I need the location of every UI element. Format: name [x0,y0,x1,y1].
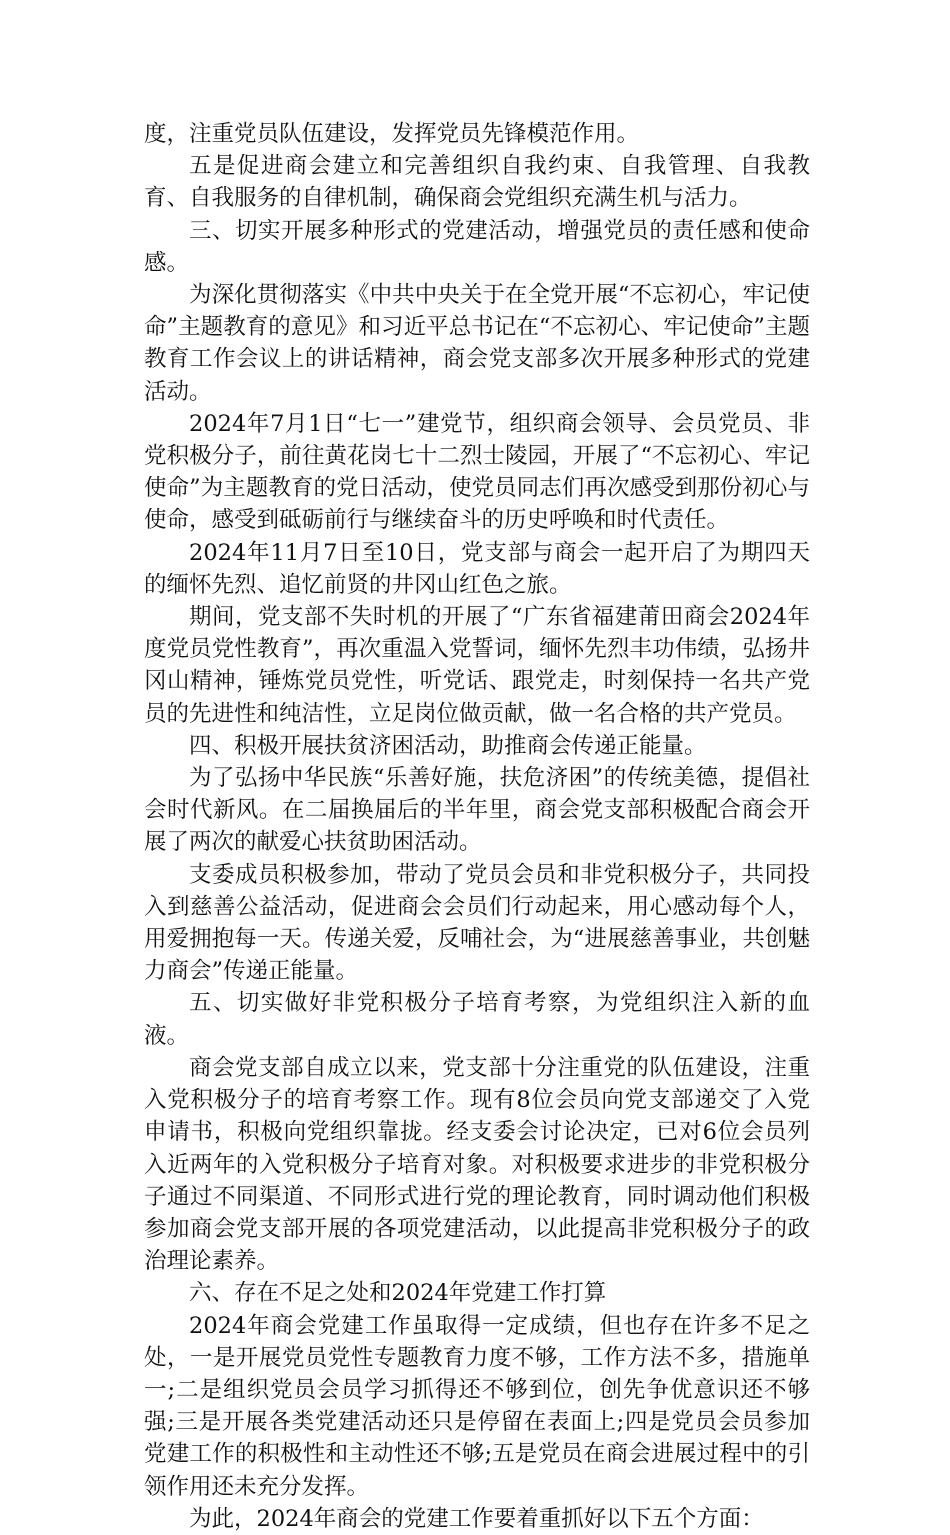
section-heading-6: 六、存在不足之处和2024年党建工作打算 [189,1280,607,1307]
paragraph-9: 为了弘扬中华民族“乐善好施，扶危济困”的传统美德，提倡社会时代新风。在二届换届后的半年里，商会党支部积极配合商会开展了两次的献爱心扶贫助困活动。 [144,765,810,856]
document-page [144,118,810,1535]
section-heading-3: 三、切实开展多种形式的党建活动，增强党员的责任感和使命感。 [144,217,810,276]
paragraph-1: 度，注重党员队伍建设，发挥党员先锋模范作用。 [144,121,640,147]
section-heading-5: 五、切实做好非党积极分子培育考察，为党组织注入新的血液。 [144,990,810,1049]
paragraph-4: 为深化贯彻落实《中共中央关于在全党开展“不忘初心，牢记使命”主题教育的意见》和习近平总书记在“不忘初心、牢记使命”主题教育工作会议上的讲话精神，商会党支部多次开展多种形式的党建活动。 [144,282,810,405]
paragraph-12: 商会党支部自成立以来，党支部十分注重党的队伍建设，注重入党积极分子的培育考察工作。现有8位会员向党支部递交了入党申请书，积极向党组织靠拢。经支委会讨论决定，已对6位会员列入近两年的入党积极分子培育对象。对积极要求进步的非党积极分子通过不同渠道、不同形式进行党的理论教育，同时调动他们积极参加商会党支部开展的各项党建活动，以此提高非党积极分子的政治理论素养。 [144,1054,810,1275]
paragraph-10: 支委成员积极参加，带动了党员会员和非党积极分子，共同投入到慈善公益活动，促进商会会员们行动起来，用心感动每个人，用爱拥抱每一天。传递关爱，反哺社会，为“进展慈善事业，共创魅力商会”传递正能量。 [144,861,810,985]
paragraph-2: 五是促进商会建立和完善组织自我约束、自我管理、自我教育、自我服务的自律机制，确保商会党组织充满生机与活力。 [144,153,810,212]
paragraph-5: 2024年7月1日“七一”建党节，组织商会领导、会员党员、非党积极分子，前往黄花岗七十二烈士陵园，开展了“不忘初心、牢记使命”为主题教育的党日活动，使党员同志们再次感受到那份初心与使命，感受到砥砺前行与继续奋斗的历史呼唤和时代责任。 [144,410,810,534]
paragraph-15: 为此，2024年商会的党建工作要着重抓好以下五个方面： [189,1505,764,1532]
paragraph-14: 2024年商会党建工作虽取得一定成绩，但也存在许多不足之处，一是开展党员党性专题教育力度不够，工作方法不多，措施单一;二是组织党员会员学习抓得还不够到位，创先争优意识还不够强;三是开展各类党建活动还只是停留在表面上;四是党员会员参加党建工作的积极性和主动性还不够;五是党员在商会进展过程中的引领作用还未充分发挥。 [144,1312,810,1500]
paragraph-6: 2024年11月7日至10日，党支部与商会一起开启了为期四天的缅怀先烈、追忆前贤的井冈山红色之旅。 [144,539,810,598]
section-heading-4: 四、积极开展扶贫济困活动，助推商会传递正能量。 [189,732,707,759]
paragraph-7: 期间，党支部不失时机的开展了“广东省福建莆田商会2024年度党员党性教育”，再次重温入党誓词，缅怀先烈丰功伟绩，弘扬井冈山精神，锤炼党员党性，听党话、跟党走，时刻保持一名共产党员的先进性和纯洁性，立足岗位做贡献，做一名合格的共产党员。 [144,604,810,727]
